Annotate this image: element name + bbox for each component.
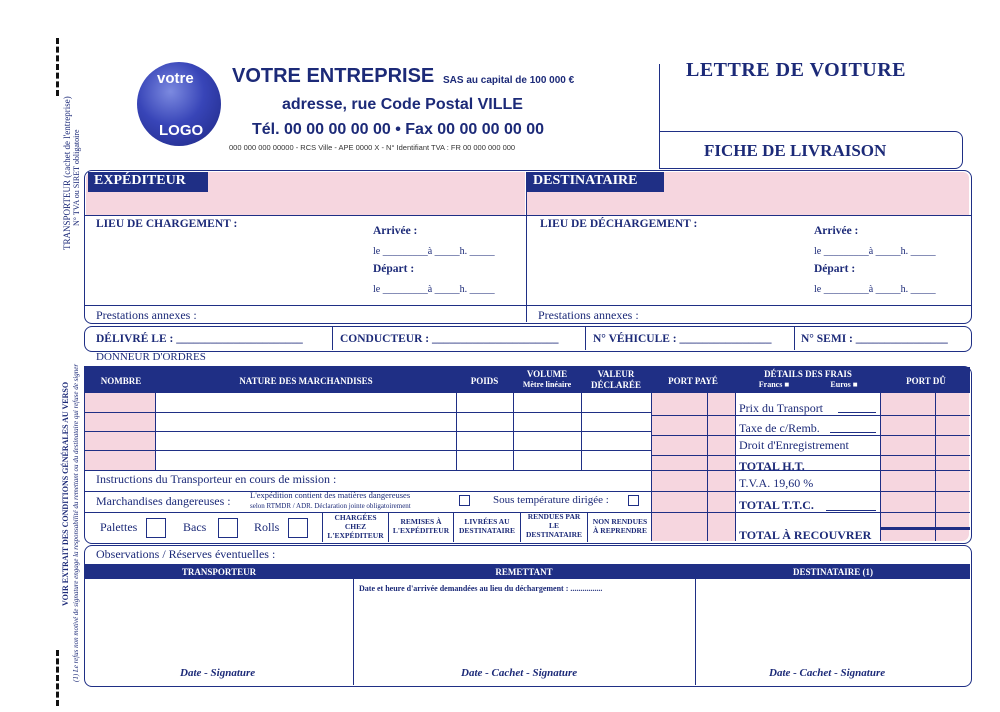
destinataire-header (527, 172, 664, 192)
footer-div-1 (353, 564, 354, 685)
company-name: VOTRE ENTREPRISE (232, 65, 435, 87)
frais-prix: Prix du Transport (739, 401, 824, 415)
parties-divider (526, 172, 527, 322)
temperature-checkbox[interactable] (628, 495, 639, 506)
total-ttc-line (826, 510, 876, 511)
signature-destinataire: Date - Cachet - Signature (769, 667, 886, 679)
th-euros: Euros ■ (830, 380, 858, 389)
delivery-div-2 (585, 327, 586, 350)
th-port-paye: PORT PAYÉ (668, 376, 718, 386)
danger-note-1: L'expédition contient des matières dangereuses (250, 490, 411, 500)
non-rendues-1: NON RENDUES (592, 517, 648, 526)
th-nombre: NOMBRE (100, 376, 142, 386)
lieu-chargement: LIEU DE CHARGEMENT : (96, 218, 238, 230)
depart-left: Départ : (373, 263, 415, 275)
tva: T.V.A. 19,60 % (739, 476, 814, 490)
prestations-left: Prestations annexes : (96, 308, 197, 322)
th-volume: VOLUME (526, 369, 568, 379)
recouvrer-bar (880, 527, 970, 530)
depart-left-date: le _________à _____h. _____ (373, 284, 495, 295)
chargees-2: CHEZ (344, 522, 367, 531)
company-phone: Tél. 00 00 00 00 00 • Fax 00 00 00 00 00 (252, 121, 545, 138)
frais-prix-line (838, 412, 876, 413)
bacs-label: Bacs (183, 520, 207, 534)
logo-top-text: votre (157, 70, 194, 87)
row-line-8 (651, 491, 970, 492)
instructions: Instructions du Transporteur en cours de mission : (96, 472, 337, 486)
total-ttc: TOTAL T.T.C. (739, 498, 814, 512)
vehicule: N° VÉHICULE : ________________ (593, 333, 772, 345)
frais-taxe: Taxe de c/Remb. (739, 421, 820, 435)
total-recouvrer: TOTAL À RECOUVRER (739, 528, 872, 542)
delivre-le: DÉLIVRÉ LE : ______________________ (96, 333, 303, 345)
lieu-dechargement: LIEU DE DÉCHARGEMENT : (540, 218, 698, 230)
observations: Observations / Réserves éventuelles : (96, 547, 276, 561)
company-address: adresse, rue Code Postal VILLE (282, 96, 523, 113)
cut-mark-bottom (56, 650, 62, 706)
side-transporteur: TRANSPORTEUR (cachet de l'entreprise) (62, 96, 72, 250)
parties-line-1 (84, 215, 972, 216)
logo-bottom-text: LOGO (159, 122, 204, 139)
remises-1: REMISES À (400, 517, 442, 526)
th-poids: POIDS (470, 376, 499, 386)
depart-right-date: le _________à _____h. _____ (814, 284, 936, 295)
arrivee-right: Arrivée : (814, 225, 859, 237)
expediteur-label: EXPÉDITEUR (94, 173, 186, 188)
rendues-3: DESTINATAIRE (526, 530, 582, 539)
danger-checkbox[interactable] (459, 495, 470, 506)
palettes-label: Palettes (100, 520, 138, 534)
remises-2: L'EXPÉDITEUR (392, 526, 450, 535)
rendues-2: LE (548, 521, 559, 530)
total-ht-line (815, 470, 875, 471)
non-rendues-2: À REPRENDRE (593, 526, 647, 535)
th-details: DÉTAILS DES FRAIS (764, 369, 852, 379)
th-francs: Francs ■ (758, 380, 790, 389)
cut-mark-top (56, 38, 62, 96)
th-valeur: VALEUR (597, 369, 635, 379)
arrivee-right-date: le _________à _____h. _____ (814, 246, 936, 257)
th-declaree: DÉCLARÉE (590, 380, 641, 390)
conducteur: CONDUCTEUR : ______________________ (340, 333, 559, 345)
marchandises-dangereuses: Marchandises dangereuses : (96, 494, 231, 508)
bacs-checkbox[interactable] (218, 518, 238, 538)
expediteur-header (88, 172, 208, 192)
date-heure: Date et heure d'arrivée demandées au lieu du déchargement : ................ (359, 584, 603, 593)
destinataire-label: DESTINATAIRE (533, 173, 638, 188)
col-line-5 (651, 367, 652, 541)
company-capital: SAS au capital de 100 000 € (443, 75, 575, 86)
th-metre: Mètre linéaire (522, 380, 572, 389)
logo (137, 62, 221, 146)
col-line-7 (735, 367, 736, 541)
signature-transporteur: Date - Signature (180, 667, 256, 679)
row-line-3 (85, 450, 651, 451)
doc-subtitle: FICHE DE LIVRAISON (704, 141, 887, 160)
prestations-right: Prestations annexes : (538, 308, 639, 322)
palettes-checkbox[interactable] (146, 518, 166, 538)
side-tva: N° TVA ou SIRET obligatoire (72, 129, 81, 226)
semi: N° SEMI : ________________ (801, 333, 948, 345)
danger-note-2: selon RTMDR / ADR. Déclaration jointe obligatoirement (250, 502, 411, 510)
footer-destinataire: DESTINATAIRE (1) (793, 567, 873, 577)
row-line-2 (85, 431, 651, 432)
rendues-1: RENDUES PAR (527, 512, 581, 521)
side-refus: (1) Le refus non motivé de signature engage la responsabilité du remettant ou du destinataire qui refuse de signer (72, 363, 80, 682)
depart-right: Départ : (814, 263, 856, 275)
delivery-div-3 (794, 327, 795, 350)
parties-line-2 (84, 305, 972, 306)
th-port-du: PORT DÛ (906, 376, 946, 386)
donneur-ordres: DONNEUR D'ORDRES (96, 351, 206, 363)
th-nature: NATURE DES MARCHANDISES (239, 376, 373, 386)
livrees-1: LIVRÉES AU (464, 517, 510, 526)
col-line-8 (880, 367, 881, 541)
signature-remettant: Date - Cachet - Signature (461, 667, 578, 679)
company-legal: 000 000 000 00000 - RCS Ville - APE 0000 X - N° Identifiant TVA : FR 00 000 000 000 (229, 143, 516, 152)
temperature: Sous température dirigée : (493, 494, 609, 506)
frais-droit: Droit d'Enregistrement (739, 438, 849, 452)
row-line-1 (85, 412, 651, 413)
arrivee-left-date: le _________à _____h. _____ (373, 246, 495, 257)
row-line-7 (651, 455, 970, 456)
rolls-label: Rolls (254, 520, 280, 534)
delivery-div-1 (332, 327, 333, 350)
doc-title: LETTRE DE VOITURE (686, 59, 907, 81)
footer-remettant: REMETTANT (495, 567, 553, 577)
side-conditions: VOIR EXTRAIT DES CONDITIONS GÉNÉRALES AU VERSO (61, 381, 70, 606)
doc-subtitle-box (659, 131, 963, 169)
total-ht: TOTAL H.T. (739, 459, 805, 473)
footer-transporteur: TRANSPORTEUR (181, 567, 257, 577)
footer-div-2 (695, 564, 696, 685)
chargees-1: CHARGÉES (334, 513, 377, 522)
livrees-2: DESTINATAIRE (459, 526, 515, 535)
arrivee-left: Arrivée : (373, 225, 418, 237)
frais-taxe-line (830, 432, 876, 433)
rolls-checkbox[interactable] (288, 518, 308, 538)
chargees-3: L'EXPÉDITEUR (327, 531, 384, 540)
